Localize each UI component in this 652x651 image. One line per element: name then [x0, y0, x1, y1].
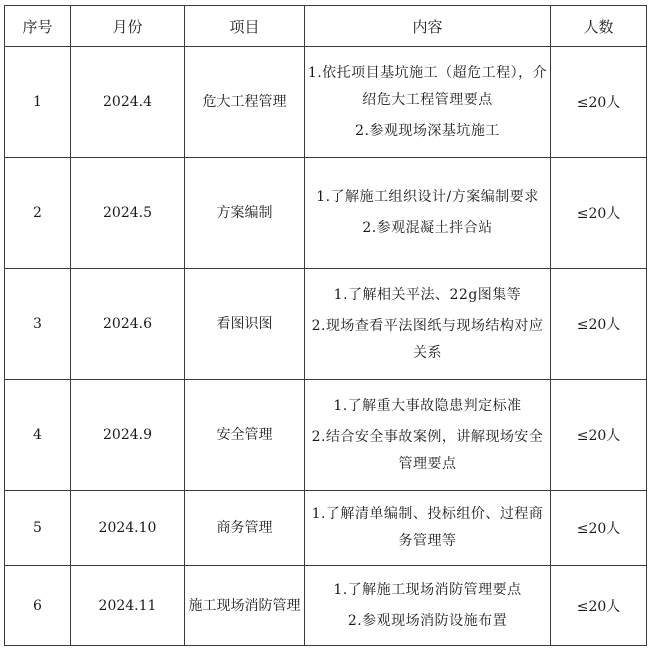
cell-item: 方案编制	[185, 158, 305, 269]
content-line: 2.现场查看平法图纸与现场结构对应关系	[311, 317, 544, 361]
table-row	[5, 491, 647, 566]
cell-month: 2024.6	[71, 269, 185, 380]
cell-item: 安全管理	[185, 380, 305, 491]
cell-count: ≤20人	[551, 491, 647, 566]
cell-month: 2024.9	[71, 380, 185, 491]
table-row	[5, 47, 647, 158]
cell-content	[305, 47, 551, 158]
content-line: 1.了解施工现场消防管理要点	[333, 581, 522, 598]
header-no: 序号	[5, 6, 71, 47]
cell-no: 4	[5, 380, 71, 491]
header-month: 月份	[71, 6, 185, 47]
cell-item: 危大工程管理	[185, 47, 305, 158]
content-line: 2.参观现场消防设施布置	[347, 612, 508, 629]
cell-no: 6	[5, 566, 71, 646]
table-row	[5, 566, 647, 646]
header-row	[5, 6, 647, 47]
content-line: 2.参观混凝土拌合站	[362, 220, 493, 236]
cell-no: 3	[5, 269, 71, 380]
cell-content	[305, 491, 551, 566]
content-line: 2.参观现场深基坑施工	[355, 122, 500, 139]
content-line: 1.了解施工组织设计/方案编制要求	[316, 189, 539, 205]
cell-item: 看图识图	[185, 269, 305, 380]
content-line: 1.依托项目基坑施工（超危工程），介绍危大工程管理要点	[307, 64, 548, 108]
cell-content	[305, 380, 551, 491]
cell-month: 2024.11	[71, 566, 185, 646]
header-count: 人数	[551, 6, 647, 47]
table-row	[5, 269, 647, 380]
cell-item: 商务管理	[185, 491, 305, 566]
content-line: 2.结合安全事故案例，讲解现场安全管理要点	[311, 428, 544, 472]
cell-content	[305, 566, 551, 646]
cell-count: ≤20人	[551, 566, 647, 646]
table-row	[5, 380, 647, 491]
cell-content	[305, 158, 551, 269]
content-line: 1.了解清单编制、投标组价、过程商务管理等	[311, 506, 544, 549]
header-content: 内容	[305, 6, 551, 47]
cell-no: 2	[5, 158, 71, 269]
table-row	[5, 158, 647, 269]
header-item: 项目	[185, 6, 305, 47]
training-schedule-table	[4, 5, 647, 646]
cell-count: ≤20人	[551, 158, 647, 269]
cell-item: 施工现场消防管理	[185, 566, 305, 646]
cell-month: 2024.4	[71, 47, 185, 158]
cell-count: ≤20人	[551, 269, 647, 380]
content-line: 1.了解重大事故隐患判定标准	[333, 397, 522, 414]
cell-no: 5	[5, 491, 71, 566]
cell-content	[305, 269, 551, 380]
cell-no: 1	[5, 47, 71, 158]
cell-count: ≤20人	[551, 47, 647, 158]
content-line: 1.了解相关平法、22g图集等	[333, 286, 522, 303]
cell-month: 2024.10	[71, 491, 185, 566]
cell-month: 2024.5	[71, 158, 185, 269]
cell-count: ≤20人	[551, 380, 647, 491]
